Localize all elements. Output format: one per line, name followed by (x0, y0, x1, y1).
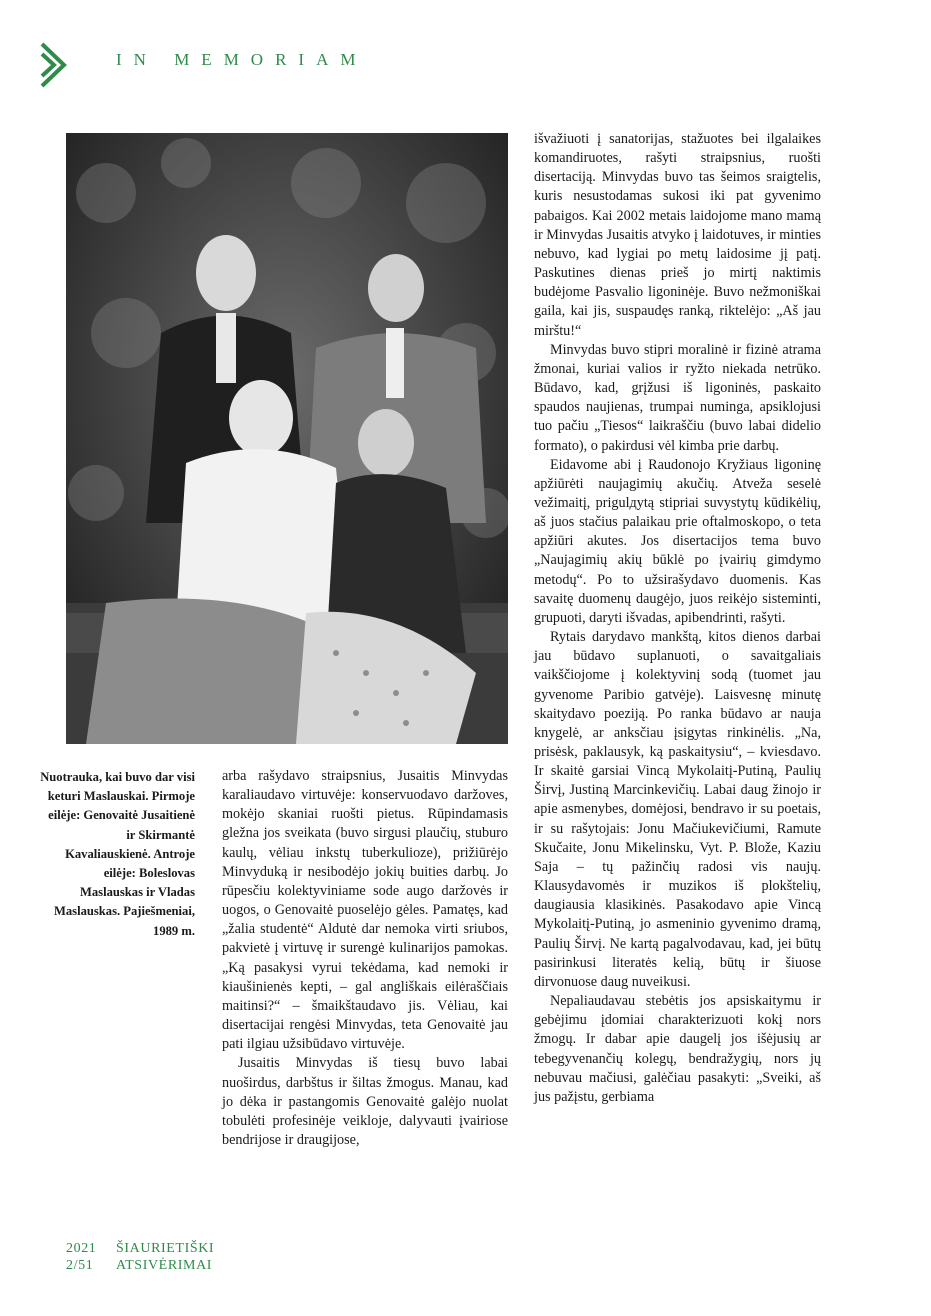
paragraph: išvažiuoti į sanatorijas, stažuotes bei ilgalaikes komandiruotes, rašyti straipsnius, ruošti disertaciją. Minvydas buvo tas šeimos sraigtelis, kuris nesustodamas sukosi iki pat gyvenimo pabaigos. Kai 2002 metais laidojome mano mamą ir Minvydas Jusaitis atvyko į laidotuves, ir minties nebuvo, kad lygiai po metų laidosime jį patį. Paskutines dienas prieš jo mirtį naktimis budėjome Pasvalio ligoninėje. Buvo nežmoniškai gaila, kai jis, suspaudęs ranką, riktelėjo: „Aš jau mirštu!“ (534, 131, 821, 339)
text-column-middle (222, 767, 508, 1150)
paragraph: Jusaitis Minvydas iš tiesų buvo labai nuoširdus, darbštus ir šiltas žmogus. Manau, kad jo dėka ir pastangomis Genovaitė galėjo nuolat tobulėti profesinėje veikloje, dalyvauti įvairiose bendrijose ir draugijose, (222, 1055, 508, 1148)
family-photo (66, 133, 508, 744)
paragraph: Rytais darydavo mankštą, kitos dienos darbai jau būdavo suplanuoti, o savaitgaliais vaikščiojome į kolektyvinį sodą (tuomet jau gyvenome Paribio gatvėje). Laisvesnę minutę skaitydavo poeziją. Po ranka būdavo ar nauja knygelė, ar anksčiau įsigytas rinkinėlis. „Na, prisėsk, paklausyk, ką paskaitysiu“, – kviesdavo. Ir skaitė garsiai Vincą Mykolaitį-Putiną, Paulių Širvį, Justiną Marcinkevičių. Labai daug žinojo ir apie asmenybes, domėjosi, bendravo ir su poetais, ir su rašytojais: Jonu Mačiukevičiumi, Ramute Skučaite, Jonu Mikelinsku, Vyt. P. Bložе, Kaziu Saja – tų pažinčių radosi vis naujų. Klausydavomės ir muzikos iš plokštelių, daugiausia klasikinės. Pasakodavo apie Vincą Mykolaitį-Putiną, jo asmeninio gyvenimo dramą, Paulių Širvį. Ne kartą pagalvodavau, kad, jei būtų pasirinkusi literatės kelią, būtų ir šiuose dirvonuose daug nuveikusi. (534, 629, 821, 990)
footer-year: 2021 (66, 1241, 97, 1256)
paragraph: Minvydas buvo stipri moralinė ir fizinė atrama žmonai, kuriai valios ir ryžto niekada netrūko. Būdavo, kad, grįžusi iš ligoninės, paskaito spaudos naujienas, trumpai numinga, apsiklojusi tuo pačiu „Tiesos“ laikraščiu (buvo labai didelio formato), o pakirdusi vėl kimba prie darbų. (534, 341, 821, 454)
page-footer (66, 1240, 214, 1274)
chevron-right-icon (40, 42, 68, 88)
text-column-right (534, 130, 821, 1107)
paragraph: Eidavome abi į Raudonojo Kryžiaus ligoninę apžiūrėti naujagimių akučių. Atveža seselė vežimaitį, prigulдytą stipriai suvystytų kūdikėlių, aš juos stačius palaikau prie oftalmoskopo, o teta apžiūri akutes. Jos disertacijos tema buvo „Naujagimių akių būklė po įvairių gimdymo metodų“. Po to užsirašydavo duomenis. Kas savaitę duomenų daugėjo, juos reikėjo sisteminti, grupuoti, daryti išvadas, apibendrinti, rašyti. (534, 456, 821, 626)
photo-caption: Nuotrauka, kai buvo dar visi keturi Maslauskai. Pirmoje eilėje: Genovaitė Jusaitienė ir Skirmantė Kavaliauskienė. Antroje eilėje: Boleslovas Maslauskas ir Vladas Maslauskas. Pajiešmeniai, 1989 m. (40, 770, 195, 938)
paragraph: Nepaliaudavau stebėtis jos apsiskaitymu ir gebėjimu įdomiai charakterizuoti kokį nors žmogų. Ir dabar apie daugelį jos išėjusių ar tebegyvenančių kolegų, bendražygių, nors jų nebuvau mačiusi, galėčiau pasakyti: „Sveiki, aš jus pažįstu, gerbiama (534, 993, 821, 1105)
section-title: IN MEMORIAM (116, 50, 368, 69)
journal-name-line1: ŠIAURIETIŠKI (116, 1241, 215, 1256)
footer-issue: 2/51 (66, 1258, 94, 1273)
journal-name-line2: ATSIVĖRIMAI (116, 1258, 213, 1273)
paragraph: arba rašydavo straipsnius, Jusaitis Minvydas karaliaudavo virtuvėje: konservuodavo daržoves, mokėjo skaniai ruošti pietus. Rūpindamasis gležna jos sveikata (buvo sirgusi plaučių, stuburo kaulų, vėliau inkstų tuberkulioze), prižiūrėjo Minvyduką ir nesibodėjo jokių buities darbų. Jo rūpesčiu kolektyviniame sode augo daržovės ir uogos, o Genovaitė puoselėjo gėles. Pamatęs, kad „žalia studentė“ Aldutė dar nemoka virti sriubos, pakvietė į virtuvę ir surengė kulinarijos pamokas. „Ką pasakysi vyrui tekėdama, kad nemoki ir kiaušinienės kepti, – gal angliškais eilėraščiais maitinsi?“ – šmaikštaudavo jis. Vėliau, kai disertacijai rengėsi Minvydas, teta Genovaitė jau pati ilgiau užsibūdavo virtuvėje. (222, 768, 508, 1053)
